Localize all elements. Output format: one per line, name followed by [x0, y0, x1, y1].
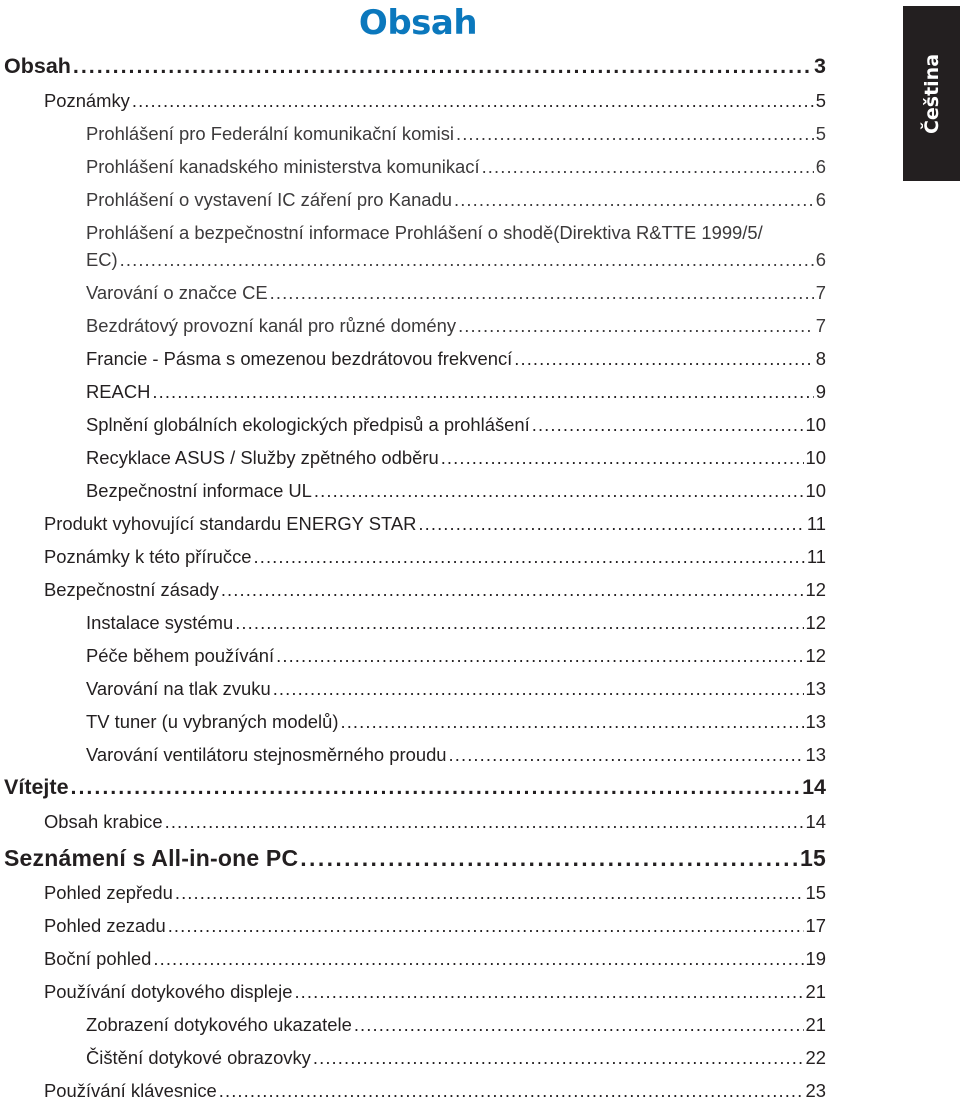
- toc-page-number: 13: [805, 678, 826, 699]
- toc-entry-title: REACH: [86, 381, 151, 402]
- toc-entry-title: Splnění globálních ekologických předpisů a prohlášení: [86, 414, 530, 435]
- toc-entry-title: Varování na tlak zvuku: [86, 678, 271, 699]
- toc-page-number: 11: [806, 546, 826, 567]
- toc-entry-level3[interactable]: [86, 381, 826, 403]
- toc-page-number: 7: [815, 282, 826, 303]
- toc-page-number: 17: [805, 915, 826, 936]
- toc-leader: [153, 948, 803, 970]
- toc-entry-level3[interactable]: [86, 414, 826, 436]
- toc-entry-level3[interactable]: [86, 612, 826, 634]
- toc-leader: [340, 711, 803, 733]
- toc-page-number: 14: [802, 775, 826, 799]
- toc-entry-title: Prohlášení o vystavení IC záření pro Kanadu: [86, 189, 452, 210]
- toc-page-number: 13: [805, 711, 826, 732]
- toc-page-number: 13: [805, 744, 826, 765]
- toc-entry-level3[interactable]: [86, 156, 826, 178]
- toc-entry-level3[interactable]: [86, 480, 826, 502]
- toc-page-number: 3: [814, 54, 826, 78]
- toc-entry-level3[interactable]: [86, 678, 826, 700]
- toc-leader: [314, 480, 804, 502]
- toc-entry-level3[interactable]: [86, 711, 826, 733]
- language-tab-label: Čeština: [920, 53, 943, 134]
- toc-entry-level2[interactable]: [44, 1080, 826, 1102]
- toc-entry-title: Produkt vyhovující standardu ENERGY STAR: [44, 513, 417, 534]
- toc-entry-title: Recyklace ASUS / Služby zpětného odběru: [86, 447, 439, 468]
- toc-entry-title: Prohlášení pro Federální komunikační komisi: [86, 123, 454, 144]
- toc-entry-title: Prohlášení kanadského ministerstva komunikací: [86, 156, 480, 177]
- toc-page-number: 14: [805, 811, 826, 832]
- toc-leader: [175, 882, 804, 904]
- toc-entry-continuation[interactable]: [86, 249, 826, 271]
- toc-entry-title: Poznámky k této příručce: [44, 546, 252, 567]
- toc-entry-level3[interactable]: [86, 744, 826, 766]
- toc-entry-title: Pohled zezadu: [44, 915, 166, 936]
- toc-page-number: 8: [815, 348, 826, 369]
- toc-entry-level2[interactable]: [44, 882, 826, 904]
- toc-entry-title: Seznámení s All-in-one PC: [4, 845, 299, 871]
- toc-leader: [456, 123, 814, 145]
- toc-entry-level1[interactable]: [4, 775, 826, 800]
- toc-leader: [313, 1047, 804, 1069]
- toc-entry-title: Instalace systému: [86, 612, 234, 633]
- toc-page-number: 12: [805, 612, 826, 633]
- toc-entry-title: Bezdrátový provozní kanál pro různé domény: [86, 315, 457, 336]
- toc-entry-level2[interactable]: [44, 981, 826, 1003]
- toc-page-number: 10: [805, 414, 826, 435]
- toc-leader: [254, 546, 805, 568]
- toc-page-number: 6: [815, 156, 826, 177]
- toc-entry-level2[interactable]: [44, 915, 826, 937]
- toc-page-number: 23: [805, 1080, 826, 1101]
- toc-entry-level3[interactable]: [86, 645, 826, 667]
- toc-entry-level1[interactable]: [4, 845, 826, 872]
- toc-page-number: 5: [815, 123, 826, 144]
- toc-leader: [418, 513, 805, 535]
- toc-leader: [168, 915, 804, 937]
- toc-leader: [219, 1080, 804, 1102]
- toc-leader: [273, 678, 804, 700]
- toc-leader: [294, 981, 803, 1003]
- toc-entry-title: TV tuner (u vybraných modelů): [86, 711, 339, 732]
- toc-entry-level3[interactable]: [86, 123, 826, 145]
- toc-leader: [221, 579, 804, 601]
- toc-entry-title: Používání klávesnice: [44, 1080, 217, 1101]
- toc-entry-title: Péče během používání: [86, 645, 275, 666]
- toc-entry-level3[interactable]: [86, 1014, 826, 1036]
- toc-leader: [532, 414, 804, 436]
- toc-entry-level3[interactable]: [86, 282, 826, 304]
- toc-entry-level3[interactable]: [86, 222, 763, 244]
- toc-leader: [235, 612, 803, 634]
- toc-entry-title: Obsah krabice: [44, 811, 163, 832]
- toc-leader: [120, 249, 814, 271]
- toc-page-number: 15: [805, 882, 826, 903]
- toc-entry-level3[interactable]: [86, 1047, 826, 1069]
- toc-leader: [132, 90, 814, 112]
- toc-page-number: 12: [805, 645, 826, 666]
- toc-leader: [354, 1014, 804, 1036]
- toc-entry-title: Prohlášení a bezpečnostní informace Prohlášení o shodě(Direktiva R&TTE 1999/5/: [86, 222, 763, 243]
- toc-leader: [300, 845, 798, 872]
- toc-leader: [449, 744, 804, 766]
- toc-entry-title: Bezpečnostní zásady: [44, 579, 219, 600]
- toc-entry-level2[interactable]: [44, 513, 826, 535]
- toc-entry-title: Čištění dotykové obrazovky: [86, 1047, 311, 1068]
- toc-leader: [152, 381, 813, 403]
- toc-page-number: 10: [805, 480, 826, 501]
- toc-entry-level2[interactable]: [44, 579, 826, 601]
- toc-entry-title: Používání dotykového displeje: [44, 981, 293, 1002]
- toc-entry-title: Varování o značce CE: [86, 282, 268, 303]
- toc-leader: [441, 447, 804, 469]
- toc-entry-level2[interactable]: [44, 948, 826, 970]
- toc-page-number: 19: [805, 948, 826, 969]
- toc-entry-title: Boční pohled: [44, 948, 152, 969]
- toc-page-number: 15: [800, 845, 826, 871]
- toc-leader: [482, 156, 814, 178]
- toc-entry-level2[interactable]: [44, 546, 826, 568]
- toc-page-number: 5: [815, 90, 826, 111]
- toc-entry-title: Poznámky: [44, 90, 130, 111]
- toc-entry-title: Varování ventilátoru stejnosměrného proudu: [86, 744, 447, 765]
- toc-page-number: 11: [806, 513, 826, 534]
- toc-page-number: 21: [805, 981, 826, 1002]
- toc-page-number: 6: [815, 189, 826, 210]
- toc-leader: [71, 775, 801, 800]
- toc-leader: [276, 645, 803, 667]
- toc-entry-title: Vítejte: [4, 775, 69, 799]
- toc-page-number: 9: [815, 381, 826, 402]
- toc-entry-level3[interactable]: [86, 315, 826, 337]
- toc-leader: [270, 282, 814, 304]
- toc-leader: [514, 348, 814, 370]
- page-title: Obsah: [358, 3, 478, 43]
- language-tab: [903, 6, 960, 181]
- toc-entry-title: Obsah: [4, 54, 71, 78]
- toc-page-number: 12: [805, 579, 826, 600]
- toc-page-number: 22: [805, 1047, 826, 1068]
- toc-entry-title: Francie - Pásma s omezenou bezdrátovou frekvencí: [86, 348, 513, 369]
- toc-leader: [454, 189, 814, 211]
- toc-entry-level3[interactable]: [86, 447, 826, 469]
- toc-entry-title: Zobrazení dotykového ukazatele: [86, 1014, 352, 1035]
- toc-entry-level1[interactable]: [4, 54, 826, 79]
- toc-page-number: 21: [805, 1014, 826, 1035]
- toc-entry-level2[interactable]: [44, 90, 826, 112]
- toc-entry-level3[interactable]: [86, 189, 826, 211]
- toc-entry-level2[interactable]: [44, 811, 826, 833]
- toc-entry-title: Pohled zepředu: [44, 882, 173, 903]
- toc-page-number: 10: [805, 447, 826, 468]
- toc-entry-title: EC): [86, 249, 118, 270]
- toc-page-number: 7: [815, 315, 826, 336]
- toc-leader: [165, 811, 804, 833]
- toc-entry-title: Bezpečnostní informace UL: [86, 480, 312, 501]
- toc-leader: [73, 54, 812, 79]
- toc-leader: [458, 315, 814, 337]
- toc-entry-level3[interactable]: [86, 348, 826, 370]
- toc-page-number: 6: [815, 249, 826, 270]
